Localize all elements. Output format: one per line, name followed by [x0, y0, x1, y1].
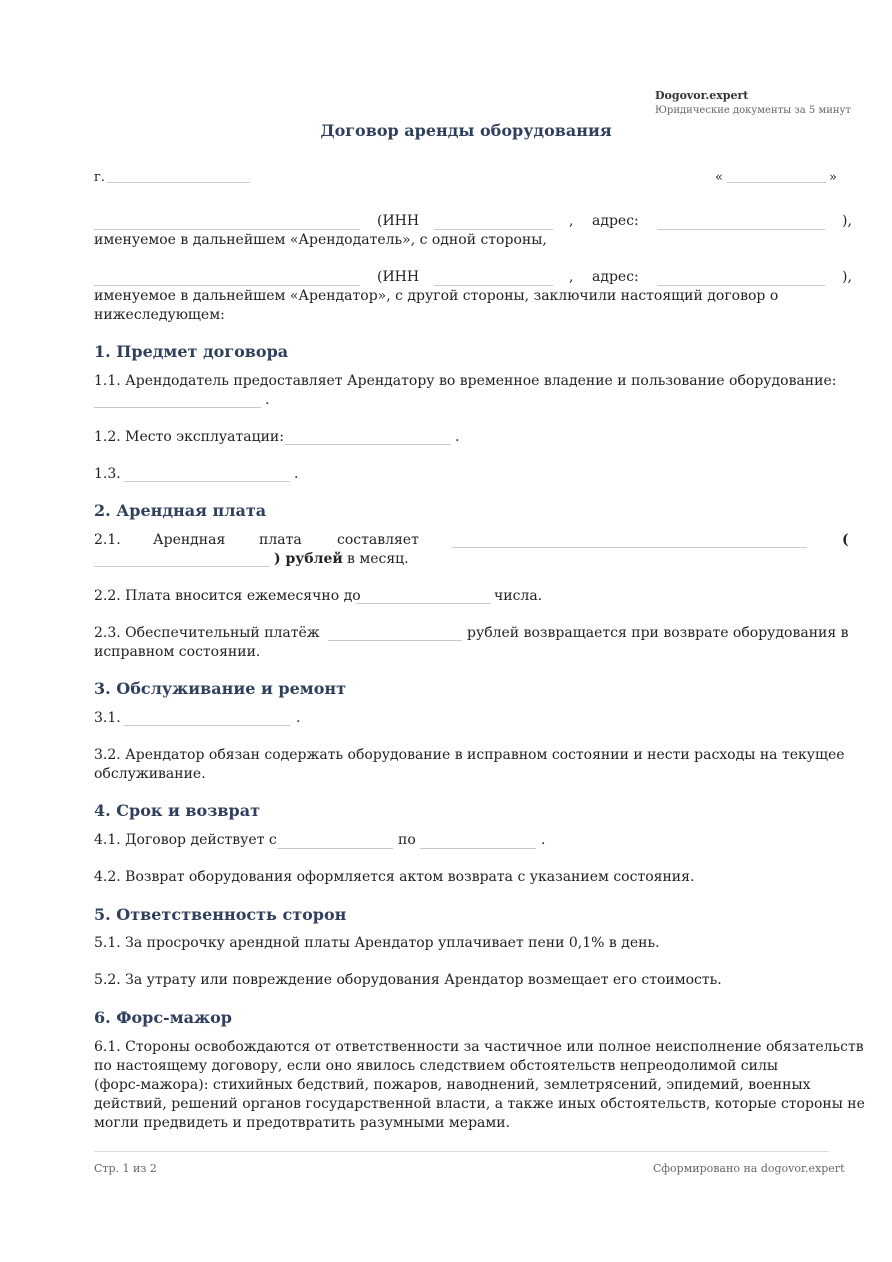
clause-4-2: 4.2. Возврат оборудования оформляется актом возврата с указанием состояния.	[94, 869, 695, 885]
lessee-name-field[interactable]	[94, 285, 360, 286]
clause-6-1-line5: могли предвидеть и предотвратить разумными мерами.	[94, 1115, 511, 1131]
lessee-comma: ,	[569, 269, 574, 285]
section-2-heading: 2. Арендная плата	[94, 501, 267, 520]
clause-6-1-line1: 6.1. Стороны освобождаются от ответственности за частичное или полное неисполнение обязательств	[94, 1039, 864, 1055]
rent-amount-words-field[interactable]	[94, 566, 270, 567]
lessor-role-text: именуемое в дальнейшем «Арендодатель», с одной стороны,	[94, 232, 547, 248]
clause-3-1: 3.1.	[94, 710, 121, 726]
lessee-address-label: адрес:	[592, 269, 639, 285]
clause-2-1-paren: (	[842, 532, 849, 548]
city-prefix: г.	[94, 170, 105, 185]
brand-tagline: Юридические документы за 5 минут	[655, 105, 851, 116]
document-title: Договор аренды оборудования	[320, 121, 612, 140]
clause-2-3-cont: рублей возвращается при возврате оборудования в	[467, 625, 849, 641]
date-quote-close: »	[829, 170, 837, 185]
clause-5-2: 5.2. За утрату или повреждение оборудования Арендатор возмещает его стоимость.	[94, 972, 722, 988]
lessee-inn-label: (ИНН	[377, 269, 420, 285]
section-3-heading: 3. Обслуживание и ремонт	[94, 679, 346, 698]
lessee-role-text-line1: именуемое в дальнейшем «Арендатор», с другой стороны, заключили настоящий договор о	[94, 288, 779, 304]
footer-page-number: Стр. 1 из 2	[94, 1162, 157, 1175]
city-field[interactable]	[107, 182, 250, 183]
clause-1-3-end: .	[294, 466, 299, 482]
lessor-address-label: адрес:	[592, 213, 639, 229]
section-1-heading: 1. Предмет договора	[94, 342, 289, 361]
clause-2-2-end: числа.	[494, 588, 543, 604]
lessor-inn-label: (ИНН	[377, 213, 420, 229]
lessor-close: ),	[842, 213, 852, 229]
clause-1-2: 1.2. Место эксплуатации:	[94, 429, 284, 445]
lessee-address-field[interactable]	[657, 285, 825, 286]
lessor-address-field[interactable]	[657, 229, 825, 230]
lessor-comma: ,	[569, 213, 574, 229]
lessor-name-field[interactable]	[94, 229, 360, 230]
clause-4-1: 4.1. Договор действует с	[94, 832, 277, 848]
lessor-inn-field[interactable]	[434, 229, 553, 230]
footer-generated: Сформировано на dogovor.expert	[653, 1162, 845, 1175]
clause-2-1-word2: плата	[259, 532, 302, 548]
payment-day-field[interactable]	[356, 603, 490, 604]
location-field[interactable]	[285, 444, 451, 445]
start-date-field[interactable]	[277, 848, 393, 849]
date-quote-open: «	[715, 170, 723, 185]
clause-4-1-by: по	[398, 832, 416, 848]
clause-3-1-field[interactable]	[124, 725, 290, 726]
clause-2-1-end: в месяц.	[347, 551, 409, 567]
clause-1-3-field[interactable]	[124, 481, 290, 482]
date-field[interactable]	[727, 182, 826, 183]
clause-3-2-line2: обслуживание.	[94, 766, 206, 782]
section-4-heading: 4. Срок и возврат	[94, 801, 261, 820]
lessee-close: ),	[842, 269, 852, 285]
footer-divider	[94, 1151, 829, 1152]
section-6-heading: 6. Форс-мажор	[94, 1008, 232, 1027]
clause-3-1-end: .	[296, 710, 301, 726]
clause-2-1-word1: Арендная	[153, 532, 226, 548]
lessee-inn-field[interactable]	[434, 285, 553, 286]
lessee-role-text-line2: нижеследующем:	[94, 307, 225, 323]
clause-1-1-end: .	[265, 392, 270, 408]
clause-4-1-end: .	[541, 832, 546, 848]
clause-2-3-end: исправном состоянии.	[94, 644, 261, 660]
clause-6-1-line2: по настоящему договору, если оно явилось следствием обстоятельств непреодолимой силы	[94, 1058, 778, 1074]
clause-2-1-bold: ) рублей	[274, 551, 343, 567]
end-date-field[interactable]	[420, 848, 536, 849]
clause-2-1-word3: составляет	[337, 532, 419, 548]
clause-6-1-line3: (форс-мажора): стихийных бедствий, пожаров, наводнений, землетрясений, эпидемий, военных	[94, 1077, 811, 1093]
section-5-heading: 5. Ответственность сторон	[94, 905, 347, 924]
clause-2-2: 2.2. Плата вносится ежемесячно до	[94, 588, 361, 604]
clause-2-1-num: 2.1.	[94, 532, 121, 548]
clause-1-1: 1.1. Арендодатель предоставляет Арендатору во временное владение и пользование оборудование:	[94, 373, 837, 389]
clause-1-2-end: .	[455, 429, 460, 445]
clause-6-1-line4: действий, решений органов государственной власти, а также иных обстоятельств, которые стороны не	[94, 1096, 865, 1112]
equipment-field[interactable]	[94, 407, 261, 408]
clause-2-3: 2.3. Обеспечительный платёж	[94, 625, 320, 641]
brand-name: Dogovor.expert	[655, 89, 749, 102]
clause-5-1: 5.1. За просрочку арендной платы Арендатор уплачивает пени 0,1% в день.	[94, 935, 660, 951]
rent-amount-field[interactable]	[452, 547, 807, 548]
clause-1-3: 1.3.	[94, 466, 121, 482]
deposit-field[interactable]	[328, 640, 462, 641]
clause-3-2-line1: 3.2. Арендатор обязан содержать оборудование в исправном состоянии и нести расходы на текущее	[94, 747, 845, 763]
